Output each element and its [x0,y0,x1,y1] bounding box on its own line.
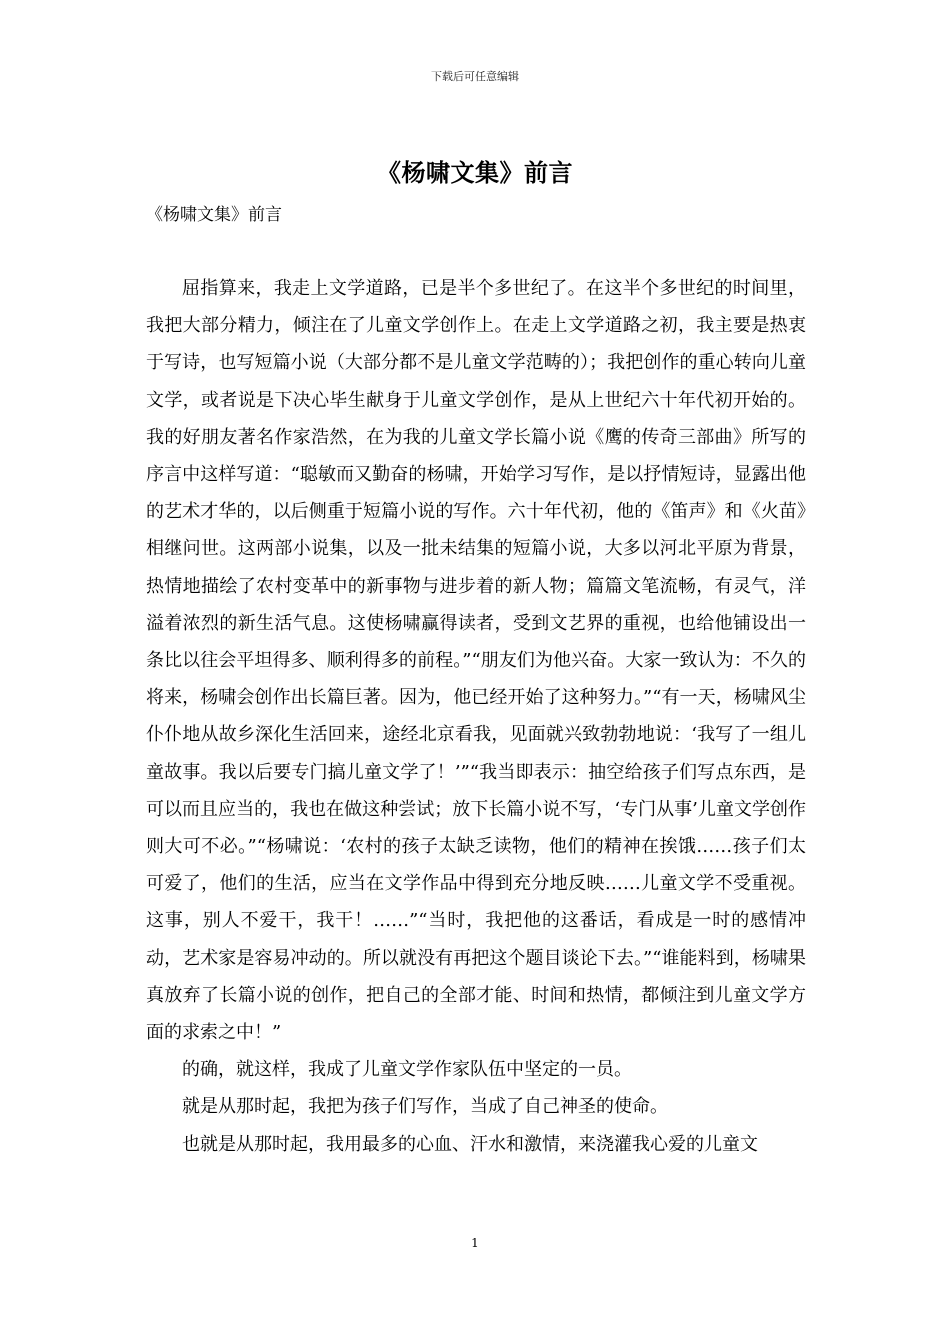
body-paragraph: 就是从那时起，我把为孩子们写作，当成了自己神圣的使命。 [182,1096,668,1118]
body-paragraph: 屈指算来，我走上文学道路，已是半个多世纪了。在这半个多世纪的时间里，我把大部分精力，倾注在了儿童文学创作上。在走上文学道路之初，我主要是热衷于写诗，也写短篇小说（大部分都不是儿童文学范畴的）；我把创作的重心转向儿童文学，或者说是下决心毕生献身于儿童文学创作，是从上世纪六十年代初开始的。我的好朋友著名作家浩然，在为我的儿童文学长篇小说《鹰的传奇三部曲》所写的序言中这样写道：“聪敏而又勤奋的杨啸，开始学习写作，是以抒情短诗，显露出他的艺术才华的，以后侧重于短篇小说的写作。六十年代初，他的《笛声》和《火苗》相继问世。这两部小说集，以及一批未结集的短篇小说，大多以河北平原为背景，热情地描绘了农村变革中的新事物与进步着的新人物；篇篇文笔流畅，有灵气，洋溢着浓烈的新生活气息。这使杨啸赢得读者，受到文艺界的重视，也给他铺设出一条比以往会平坦得多、顺利得多的前程。”“朋友们为他兴奋。大家一致认为：不久的将来，杨啸会创作出长篇巨著。因为，他已经开始了这种努力。”“有一天，杨啸风尘仆仆地从故乡深化生活回来，途经北京看我，见面就兴致勃勃地说：‘我写了一组儿童故事。我以后要专门搞儿童文学了！’”“我当即表示：抽空给孩子们写点东西，是可以而且应当的，我也在做这种尝试；放下长篇小说不写，‘专门从事’儿童文学创作则大可不必。”“杨啸说：‘农村的孩子太缺乏读物，他们的精神在挨饿……孩子们太可爱了，他们的生活，应当在文学作品中得到充分地反映……儿童文学不受重视。这事，别人不爱干，我干！……”“当时，我把他的这番话，看成是一时的感情冲动，艺术家是容易冲动的。所以就没有再把这个题目谈论下去。”“谁能料到，杨啸果真放弃了长篇小说的创作，把自己的全部才能、时间和热情，都倾注到儿童文学方面的求索之中！” [146,278,806,1044]
page-header: 下载后可任意编辑 [431,70,519,83]
document-title: 《杨啸文集》前言 [377,158,573,187]
page-number: 1 [471,1236,479,1250]
document-body [146,270,806,1163]
body-paragraph: 的确，就这样，我成了儿童文学作家队伍中坚定的一员。 [182,1059,632,1081]
document-subtitle: 《杨啸文集》前言 [146,205,282,225]
body-paragraph: 也就是从那时起，我用最多的心血、汗水和激情，来浇灌我心爱的儿童文 [182,1133,758,1155]
